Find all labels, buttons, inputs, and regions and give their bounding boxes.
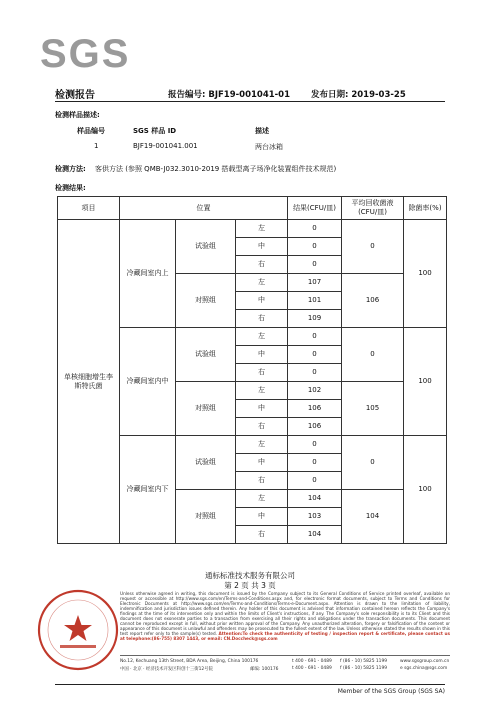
company-name: 通标标准技术服务有限公司 xyxy=(205,571,295,580)
control-group-label: 对照组 xyxy=(176,382,236,436)
control-group-label: 对照组 xyxy=(176,490,236,544)
result-cell: 0 xyxy=(288,346,342,364)
result-cell: 0 xyxy=(288,328,342,346)
header-rate: 除菌率(%) xyxy=(404,197,447,220)
report-number: 报告编号: BJF19-001041-01 xyxy=(168,90,291,100)
postcode-cn: 邮编: 100176 xyxy=(250,667,279,672)
rate-cell: 100 xyxy=(404,328,447,436)
sgs-logo: SGS xyxy=(40,32,131,76)
avg-cell: 104 xyxy=(342,490,404,544)
position-cell: 左 xyxy=(236,220,288,238)
results-table xyxy=(57,196,447,544)
location-cell: 冷藏间室内上 xyxy=(120,220,176,328)
position-cell: 中 xyxy=(236,346,288,364)
position-cell: 右 xyxy=(236,310,288,328)
position-cell: 左 xyxy=(236,328,288,346)
email: e sgs.china@sgs.com xyxy=(400,666,448,671)
position-cell: 右 xyxy=(236,472,288,490)
sample-row-desc: 两台冰箱 xyxy=(255,143,283,151)
position-cell: 右 xyxy=(236,418,288,436)
avg-cell: 0 xyxy=(342,328,404,382)
result-cell: 106 xyxy=(288,400,342,418)
rate-cell: 100 xyxy=(404,220,447,328)
position-cell: 中 xyxy=(236,238,288,256)
page-number: 第 2 页 共 3 页 xyxy=(224,581,276,590)
result-cell: 101 xyxy=(288,292,342,310)
rate-cell: 100 xyxy=(404,436,447,544)
website: www.sgsgroup.com.cn xyxy=(400,659,450,664)
position-cell: 中 xyxy=(236,292,288,310)
test-group-label: 试验组 xyxy=(176,328,236,382)
position-cell: 右 xyxy=(236,364,288,382)
method-text: 客供方法 (参照 QMB-J032.3010-2019 搭载型离子场净化装置组件技术规范) xyxy=(95,165,337,173)
company-seal-stamp xyxy=(36,588,120,672)
result-cell: 0 xyxy=(288,472,342,490)
avg-cell: 106 xyxy=(342,274,404,328)
table-row xyxy=(58,220,447,238)
authenticity-notice: Attention:To check the authenticity of testing / inspection report & certificate, please contact us at telephone:(86-755) 8307 1443, or email: CN.Doccheck@sgs.com xyxy=(120,631,450,641)
position-cell: 中 xyxy=(236,508,288,526)
header-item: 项目 xyxy=(58,197,120,220)
header-divider xyxy=(55,101,445,102)
sample-col-id: SGS 样品 ID xyxy=(133,127,177,135)
position-cell: 左 xyxy=(236,274,288,292)
avg-cell: 0 xyxy=(342,436,404,490)
result-cell: 107 xyxy=(288,274,342,292)
sample-section-title: 检测样品描述: xyxy=(55,111,100,119)
avg-cell: 0 xyxy=(342,220,404,274)
header-avg: 平均回收菌液(CFU/皿) xyxy=(342,197,404,220)
fax-1: f (86 - 10) 5825 1199 xyxy=(340,659,388,664)
sample-col-no: 样品编号 xyxy=(77,127,105,135)
avg-cell: 105 xyxy=(342,382,404,436)
terms-text: Unless otherwise agreed in writing, this document is issued by the Company subject to its General Conditions of Service printed overleaf, available on request or accessible at http://www.sgs.com/en/Terms-and-Conditions.aspx and, for electronic format documents, subject to Terms and Conditions for Electronic Documents at http://www.sgs.com/en/Terms-and-Conditions/Terms-e-Document.aspx. Attention is drawn to the limitation of liability, indemnification and jurisdiction issues defined therein. Any holder of this document is advised that information contained hereon reflects the Company's findings at the time of its intervention only and within the limits of Client's instructions, if any. The Company's sole responsibility is to its Client and this document does not exonerate parties to a transaction from exercising all their rights and obligations under the transaction documents. This document cannot be reproduced except in full, without prior written approval of the Company. Any unauthorized alteration, forgery or falsification of the content or appearance of this document is unlawful and offenders may be prosecuted to the fullest extent of the law. Unless otherwise stated the results shown in this test report refer only to the sample(s) tested. xyxy=(120,591,450,636)
report-title: 检测报告 xyxy=(55,90,95,101)
position-cell: 中 xyxy=(236,400,288,418)
location-cell: 冷藏间室内中 xyxy=(120,328,176,436)
position-cell: 右 xyxy=(236,526,288,544)
sample-row-no: 1 xyxy=(94,142,99,150)
sgs-member-line: Member of the SGS Group (SGS SA) xyxy=(337,688,445,695)
result-cell: 102 xyxy=(288,382,342,400)
item-name-cell: 单核细胞增生李斯特氏菌 xyxy=(58,220,120,544)
address-cn: 中国 · 北京 · 经济技术开发区科创十三街12号院 xyxy=(120,667,213,672)
test-group-label: 试验组 xyxy=(176,436,236,490)
result-cell: 0 xyxy=(288,238,342,256)
header-position: 位置 xyxy=(120,197,288,220)
result-cell: 0 xyxy=(288,454,342,472)
position-cell: 中 xyxy=(236,454,288,472)
sample-row-id: BJF19-001041.001 xyxy=(133,142,198,150)
result-cell: 0 xyxy=(288,256,342,274)
address-en: No.12, Kechuang 13th Street, BDA Area, Beijing, China 100176 xyxy=(120,659,259,664)
position-cell: 左 xyxy=(236,490,288,508)
sample-col-desc: 描述 xyxy=(255,127,269,135)
test-group-label: 试验组 xyxy=(176,220,236,274)
result-cell: 0 xyxy=(288,436,342,454)
method-label: 检测方法: xyxy=(55,165,86,173)
result-cell: 104 xyxy=(288,526,342,544)
result-cell: 106 xyxy=(288,418,342,436)
footer-divider xyxy=(55,684,445,685)
table-header-row xyxy=(58,197,447,220)
control-group-label: 对照组 xyxy=(176,274,236,328)
position-cell: 左 xyxy=(236,436,288,454)
position-cell: 左 xyxy=(236,382,288,400)
result-cell: 109 xyxy=(288,310,342,328)
position-cell: 右 xyxy=(236,256,288,274)
result-cell: 103 xyxy=(288,508,342,526)
address-divider xyxy=(120,655,450,656)
issue-date: 发布日期: 2019-03-25 xyxy=(311,90,406,100)
results-section-title: 检测结果: xyxy=(55,184,86,192)
result-cell: 0 xyxy=(288,364,342,382)
fax-2: f (86 - 10) 5825 1199 xyxy=(340,666,388,671)
telephone-2: t 400 - 691 - 0489 xyxy=(292,666,332,671)
header-result: 结果(CFU/皿) xyxy=(288,197,342,220)
terms-fine-print xyxy=(120,591,450,641)
result-cell: 104 xyxy=(288,490,342,508)
result-cell: 0 xyxy=(288,220,342,238)
telephone-1: t 400 - 691 - 0489 xyxy=(292,659,332,664)
location-cell: 冷藏间室内下 xyxy=(120,436,176,544)
